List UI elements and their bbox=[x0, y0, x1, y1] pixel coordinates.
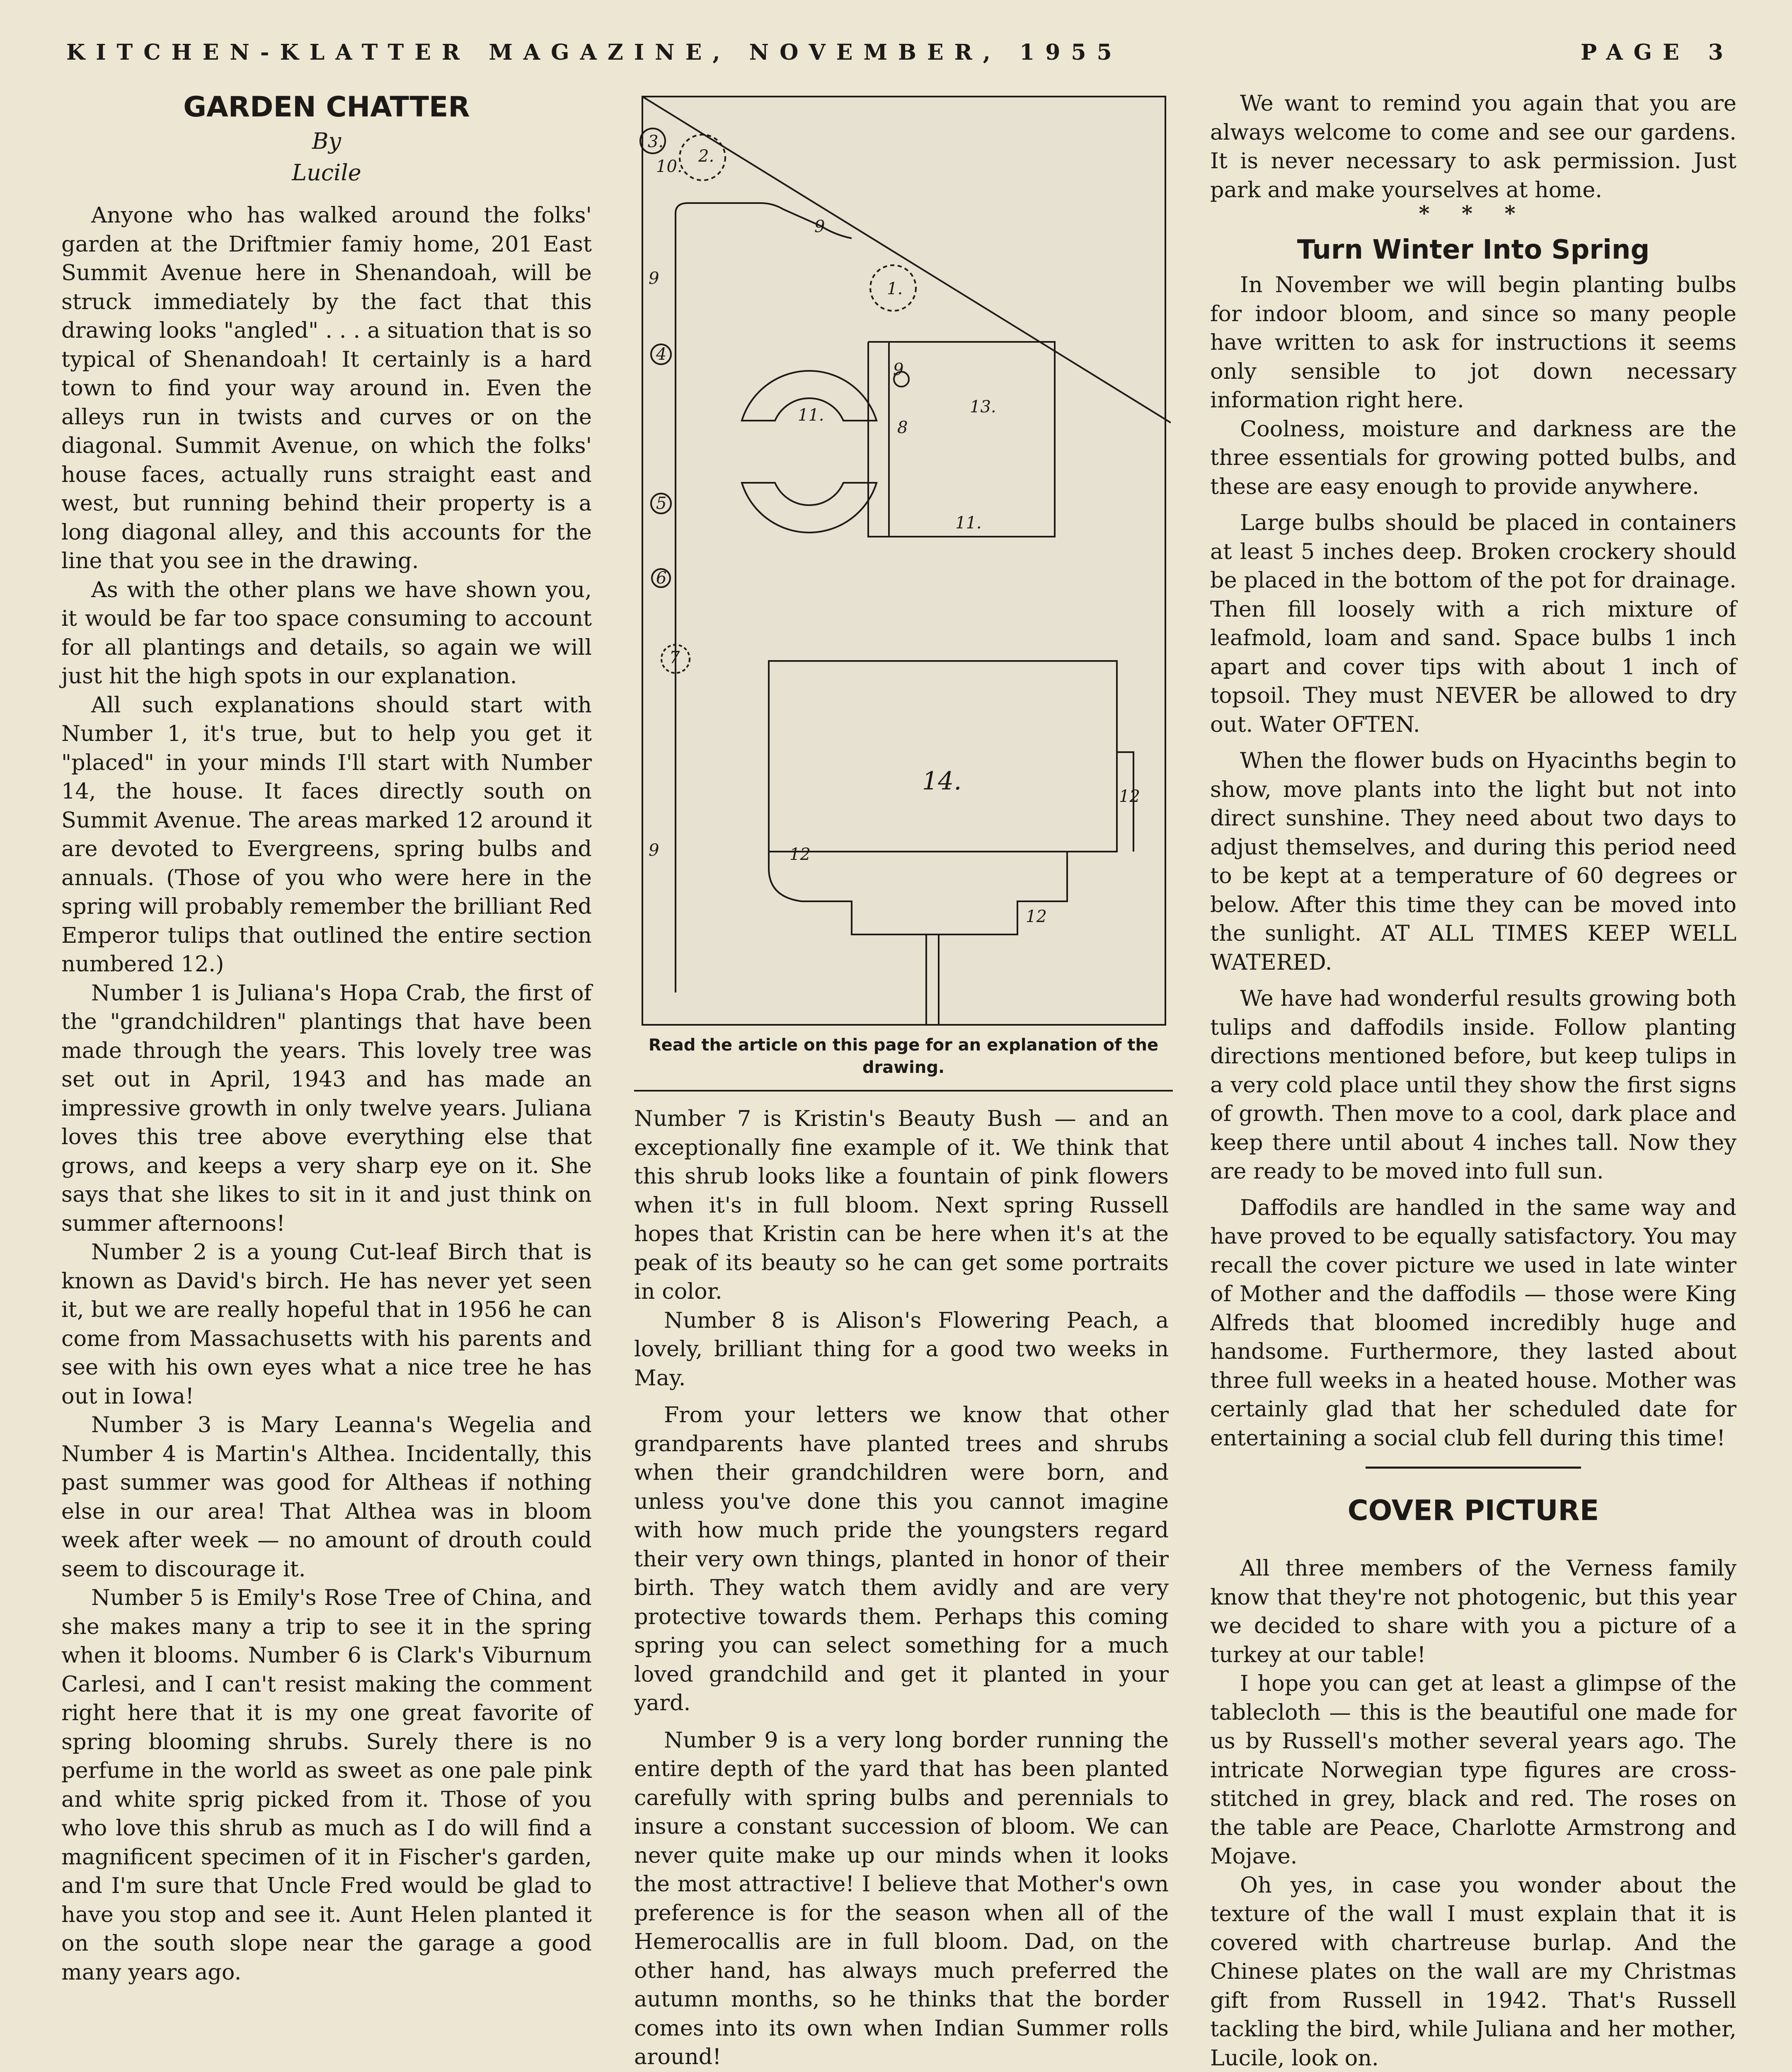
article-paragraph: Number 1 is Juliana's Hopa Crab, the first of the "grandchildren" plantings that have been made through the years. This lovely tree was set out in April, 1943 and has made an impressive growth in only twelve years. Juliana loves this tree above everything else that grows, and keeps a very sharp eye on it. She says that she likes to sit in it and just think on summer afternoons! bbox=[61, 980, 592, 1236]
article-paragraph: Number 2 is a young Cut-leaf Birch that is known as David's birch. He has never yet seen it, but we are really hopeful that in 1956 he can come from Massachusetts with his parents and see with his own eyes what a nice tree he has out in Iowa! bbox=[61, 1239, 592, 1409]
article-paragraph: All such explanations should start with Number 1, it's true, but to help you get it "placed" in your minds I'll start with Number 14, the house. It faces directly south on Summit Avenue. The areas marked 12 around it are devoted to Evergreens, spring bulbs and annuals. (Those of you who were here in the spring will probably remember the brilliant Red Emperor tulips that outlined the entire section numbered 12.) bbox=[61, 692, 592, 977]
byline-author: Lucile bbox=[292, 160, 361, 186]
label-13: 13. bbox=[970, 397, 996, 416]
article-paragraph: Number 3 is Mary Leanna's Wegelia and Number 4 is Martin's Althea. Incidentally, this past summer was good for Altheas if nothing else in our area! That Althea was in bloom week after week — no amount of drouth could seem to discourage it. bbox=[61, 1412, 592, 1582]
spring-paragraph: Large bulbs should be placed in containers at least 5 inches deep. Broken crockery should be placed in the bottom of the pot for drainage. Then fill loosely with a rich mixture of leafmold, loam and sand. Space bulbs 1 inch apart and cover tips with about 1 inch of topsoil. They must NEVER be allowed to dry out. Water OFTEN. bbox=[1210, 510, 1736, 737]
cover-paragraph: All three members of the Verness family know that they're not photogenic, but this year we decided to share with you a picture of a turkey at our table! bbox=[1210, 1556, 1736, 1668]
spring-paragraph: In November we will begin planting bulbs for indoor bloom, and since so many people have written to ask for instructions it seems only sensible to jot down necessary information right here. bbox=[1210, 272, 1736, 413]
label-9-top: 9 bbox=[814, 217, 825, 236]
label-11-garage: 11. bbox=[955, 513, 982, 533]
label-11-bed: 11. bbox=[798, 406, 824, 425]
article-title: GARDEN CHATTER bbox=[183, 91, 470, 123]
label-9-mid: 9 bbox=[893, 360, 904, 379]
label-3: 3. bbox=[648, 132, 664, 151]
label-4: 4 bbox=[656, 345, 667, 364]
page-header bbox=[66, 40, 1734, 73]
label-9-bottom: 9 bbox=[649, 841, 659, 860]
label-8: 8 bbox=[897, 418, 908, 437]
masthead: KITCHEN-KLATTER MAGAZINE, NOVEMBER, 1955 bbox=[66, 40, 1123, 65]
label-12-right: 12 bbox=[1119, 787, 1140, 806]
section-title-cover: COVER PICTURE bbox=[1347, 1494, 1599, 1527]
section-stars: * * * bbox=[1419, 201, 1528, 225]
label-9-left: 9 bbox=[649, 269, 659, 288]
label-14: 14. bbox=[922, 767, 962, 796]
garden-plan-drawing bbox=[636, 89, 1171, 1051]
article-paragraph: From your letters we know that other grandparents have planted trees and shrubs when their grandchildren were born, and unless you've done this you cannot imagine with how much pride the youngsters regard their very own things, planted in honor of their birth. They watch them avidly and are very protective towards them. Perhaps this coming spring you can select something for a much loved grandchild and get it planted in your yard. bbox=[634, 1402, 1169, 1716]
article-paragraph: Number 5 is Emily's Rose Tree of China, and she makes many a trip to see it in the spring when it blooms. Number 6 is Clark's Viburnum Carlesi, and I can't resist making the comment right here that it is my one great favorite of spring blooming shrubs. Surely there is no perfume in the world as sweet as one pale pink and white sprig picked from it. Those of you who love this shrub as much as I do will find a magnificent specimen of it in Fischer's garden, and I'm sure that Uncle Fred would be glad to have you stop and see it. Aunt Helen planted it on the south slope near the garage a good many years ago. bbox=[61, 1585, 592, 1985]
article-paragraph: As with the other plans we have shown you, it would be far too space consuming to account for all plantings and details, so again we will just hit the high spots in our explanation. bbox=[61, 577, 592, 689]
label-10: 10. bbox=[656, 157, 683, 176]
cover-paragraph: Oh yes, in case you wonder about the texture of the wall I must explain that it is covered with chartreuse burlap. And the Chinese plates on the wall are my Christmas gift from Russell in 1942. That's Russell tackling the bird, while Juliana and her mother, Lucile, look on. bbox=[1210, 1872, 1736, 2071]
section-divider bbox=[1366, 1467, 1581, 1469]
label-12-left: 12 bbox=[789, 845, 811, 864]
label-12-bottom: 12 bbox=[1026, 907, 1047, 926]
article-paragraph: Anyone who has walked around the folks' garden at the Driftmier famiy home, 201 East Summit Avenue here in Shenandoah, will be struck immediately by the fact that this drawing looks "angled" . . . a situation that is so typical of Shenandoah! It certainly is a hard town to find your way around in. Even the alleys run in twists and curves or on the diagonal. Summit Avenue, on which the folks' house faces, actually runs straight east and west, but running behind their property is a long diagonal alley, and this accounts for the line that you see in the drawing. bbox=[61, 203, 592, 574]
article-paragraph: Number 7 is Kristin's Beauty Bush — and an exceptionally fine example of it. We think that this shrub looks like a fountain of pink flowers when it's in full bloom. Next spring Russell hopes that Kristin can be here when it's at the peak of its beauty so he can get some portraits in color. bbox=[634, 1106, 1169, 1304]
figure-caption: Read the article on this page for an explanation of the drawing. bbox=[648, 1036, 1159, 1077]
caption-divider bbox=[634, 1090, 1173, 1092]
spring-paragraph: When the flower buds on Hyacinths begin to show, move plants into the light but not into direct sunshine. They need about two days to adjust themselves, and during this period need to be kept at a temperature of 60 degrees or below. After this time they can be moved into the sunlight. AT ALL TIMES KEEP WELL WATERED. bbox=[1210, 748, 1736, 975]
label-7: 7 bbox=[669, 648, 680, 667]
column-3 bbox=[1210, 89, 1736, 2072]
spring-paragraph: We have had wonderful results growing both tulips and daffodils inside. Follow planting directions mentioned before, but keep tulips in a very cold place until they show the first signs of growth. Then move to a cool, dark place and keep there until about 4 inches tall. Now they are ready to be moved into full sun. bbox=[1210, 986, 1736, 1184]
label-1: 1. bbox=[887, 279, 903, 298]
article-paragraph: We want to remind you again that you are always welcome to come and see our gardens. It is never necessary to ask permission. Just park and make yourselves at home. bbox=[1210, 91, 1736, 203]
column-1 bbox=[61, 89, 592, 1987]
article-paragraph: Number 8 is Alison's Flowering Peach, a lovely, brilliant thing for a good two weeks in May. bbox=[634, 1307, 1169, 1391]
cover-paragraph: I hope you can get at least a glimpse of the tablecloth — this is the beautiful one made for us by Russell's mother several years ago. The intricate Norwegian type figures are cross-stitched in grey, black and red. The roses on the table are Peace, Charlotte Armstrong and Mojave. bbox=[1210, 1671, 1736, 1869]
label-6: 6 bbox=[656, 569, 667, 588]
byline-by: By bbox=[312, 128, 341, 154]
page-number: PAGE 3 bbox=[1581, 40, 1734, 65]
spring-paragraph: Coolness, moisture and darkness are the three essentials for growing potted bulbs, and these are easy enough to provide anywhere. bbox=[1210, 416, 1736, 499]
column-2 bbox=[634, 1104, 1169, 2072]
spring-paragraph: Daffodils are handled in the same way and have proved to be equally satisfactory. You may recall the cover picture we used in late winter of Mother and the daffodils — those were King Alfreds that bloomed incredibly huge and handsome. Furthermore, they lasted about three full weeks in a heated house. Mother was certainly glad that her scheduled date for entertaining a social club fell during this time! bbox=[1210, 1195, 1736, 1451]
article-paragraph: Number 9 is a very long border running the entire depth of the yard that has been planted carefully with spring bulbs and perennials to insure a constant succession of bloom. We can never quite make up our minds when it looks the most attractive! I believe that Mother's own preference is for the season when all of the Hemerocallis are in full bloom. Dad, on the other hand, has always much preferred the autumn months, so he thinks that the border comes into its own when Indian Summer rolls around! bbox=[634, 1727, 1169, 2070]
section-title-spring: Turn Winter Into Spring bbox=[1297, 235, 1650, 265]
label-5: 5 bbox=[656, 494, 667, 513]
label-2: 2. bbox=[698, 147, 714, 166]
